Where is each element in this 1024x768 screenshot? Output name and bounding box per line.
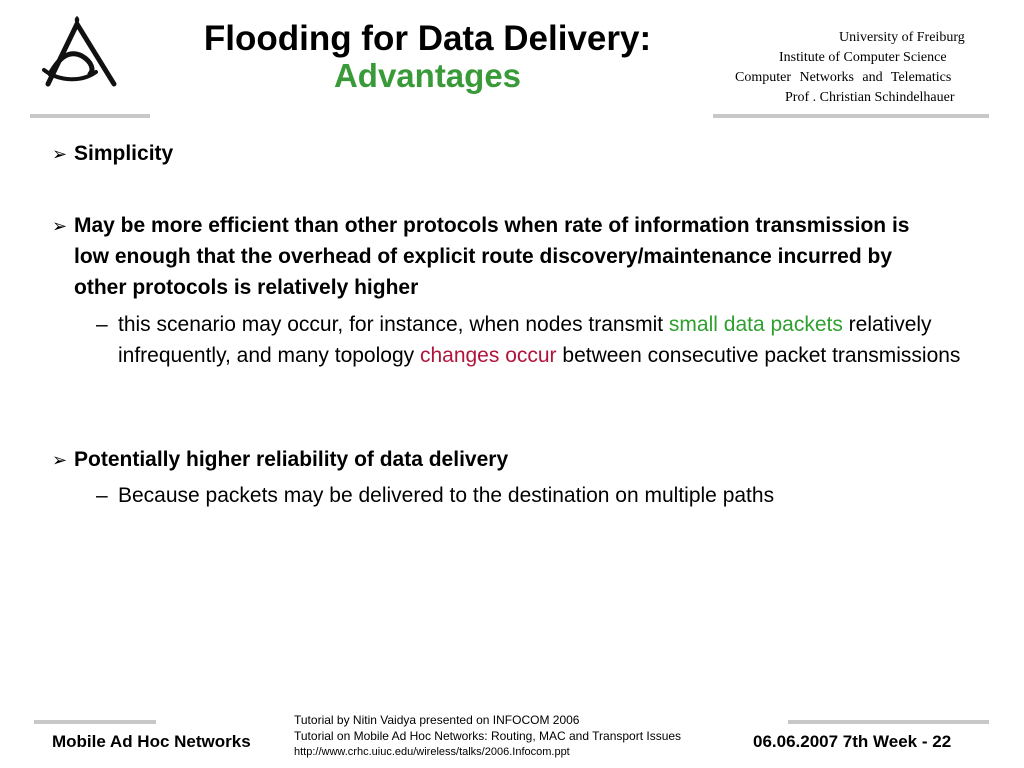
bullet-text: May be more efficient than other protocols when rate of information transmission is low enough that the overhead of explicit route discovery/maintenance incurred by other protocols is relatively higher (74, 214, 910, 299)
footer-credit-line: Tutorial by Nitin Vaidya presented on INFOCOM 2006 (294, 713, 580, 727)
page-subtitle: Advantages (333, 57, 522, 94)
page-title: Flooding for Data Delivery: (203, 19, 652, 58)
arrow-bullet-icon: ➢ (52, 216, 68, 237)
footer-credit-url: http://www.crhc.uiuc.edu/wireless/talks/2006.Infocom.ppt (294, 746, 570, 758)
dash-bullet: – (96, 484, 108, 507)
sub-text-part: relatively infrequently, and many topology (118, 313, 932, 367)
institution-line: Institute of Computer Science (779, 50, 947, 65)
institution-block (705, 28, 1005, 108)
arrow-bullet-icon: ➢ (52, 450, 68, 471)
header-rule-left (30, 114, 150, 118)
footer-course-title: Mobile Ad Hoc Networks (52, 732, 251, 751)
sub-bullet-text (118, 309, 968, 371)
bullet-item (52, 138, 952, 169)
bullet-text: Simplicity (74, 142, 174, 165)
bullet-item (52, 210, 952, 303)
institution-line: Prof . Christian Schindelhauer (785, 90, 955, 105)
sub-bullet-item (96, 309, 976, 402)
highlight-changes-occur: changes occur (419, 344, 557, 367)
highlight-small-data-packets: small data packets (668, 313, 843, 336)
header-rule-right (713, 114, 989, 118)
sub-bullet-text: Because packets may be delivered to the destination on multiple paths (118, 484, 775, 507)
bullet-item (52, 444, 952, 475)
dash-bullet: – (96, 313, 108, 336)
slide-title (160, 20, 695, 94)
institution-line: Computer Networks and Telematics (735, 70, 952, 85)
footer-credits (294, 712, 681, 760)
university-logo-icon (30, 12, 130, 102)
arrow-bullet-icon: ➢ (52, 144, 68, 165)
bullet-text: Potentially higher reliability of data delivery (74, 448, 509, 471)
institution-line: University of Freiburg (839, 30, 965, 45)
footer-date-page: 06.06.2007 7th Week - 22 (753, 732, 952, 751)
footer-credit-line: Tutorial on Mobile Ad Hoc Networks: Routing, MAC and Transport Issues (294, 729, 682, 743)
sub-bullet-item (96, 480, 976, 511)
footer-rule-right (788, 720, 989, 724)
sub-text-part: between consecutive packet transmissions (556, 344, 961, 367)
sub-text-part: this scenario may occur, for instance, when nodes transmit (118, 313, 669, 336)
footer-rule-left (34, 720, 156, 724)
